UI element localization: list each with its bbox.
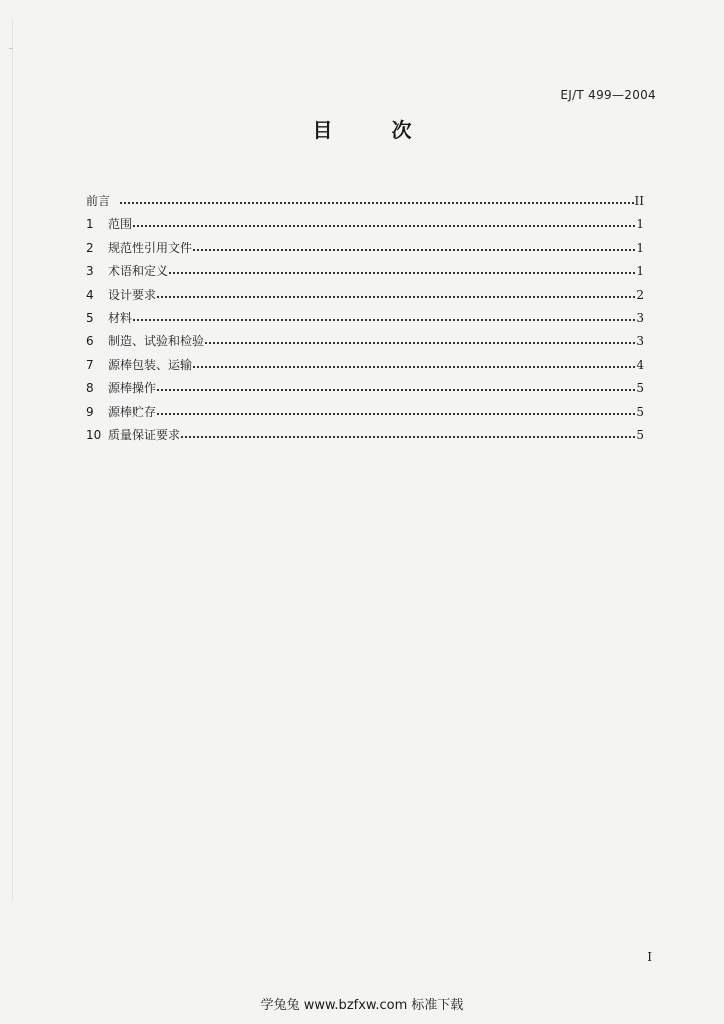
toc-entry-number: 9: [86, 404, 94, 419]
toc-leader-dots: [157, 404, 635, 415]
toc-entry-label: 规范性引用文件: [108, 240, 193, 255]
toc-title: 目 次: [312, 118, 438, 142]
toc-entry-page: 1: [636, 264, 644, 279]
toc-entry-page: 3: [636, 334, 644, 349]
toc-leader-dots: [205, 333, 635, 344]
toc-entry-page: II: [634, 194, 644, 208]
toc-entry-label: 设计要求: [108, 287, 157, 302]
toc-entry-number: 2: [86, 240, 94, 255]
toc-leader-dots: [169, 263, 635, 274]
toc-entry-page: 5: [636, 404, 644, 419]
toc-entry-manufacture-testing[interactable]: [86, 332, 644, 355]
toc-entry-label: 术语和定义: [108, 264, 169, 279]
toc-leader-dots: [157, 380, 635, 391]
toc-entry-quality-assurance[interactable]: [86, 426, 644, 449]
toc-entry-number: 3: [86, 264, 94, 279]
toc-entry-label: 材料: [108, 310, 133, 325]
toc-entry-storage[interactable]: [86, 403, 644, 426]
toc-leader-dots: [120, 193, 634, 204]
toc-entry-label: 前言: [86, 194, 111, 208]
toc-entry-label: 质量保证要求: [108, 427, 181, 442]
toc-leader-dots: [133, 310, 635, 321]
footer-watermark: 学兔兔 www.bzfxw.com 标准下载: [260, 998, 464, 1013]
toc-entry-page: 5: [636, 427, 644, 442]
toc-entry-label: 制造、试验和检验: [108, 334, 205, 349]
page-edge-tick: [9, 48, 13, 49]
toc-entry-label: 范围: [108, 217, 133, 232]
toc-entry-normative-references[interactable]: [86, 239, 644, 262]
toc-leader-dots: [193, 240, 635, 251]
toc-entry-page: 3: [636, 310, 644, 325]
toc-entry-number: 8: [86, 381, 94, 396]
toc-entry-number: 1: [86, 217, 94, 232]
toc-leader-dots: [133, 216, 635, 227]
toc-entry-number: 7: [86, 357, 94, 372]
toc-entry-scope[interactable]: [86, 215, 644, 238]
toc-entry-page: 4: [636, 357, 644, 372]
toc-entry-number: 10: [86, 427, 102, 442]
toc-leader-dots: [193, 357, 635, 368]
toc-leader-dots: [157, 287, 635, 298]
toc-entry-packaging-transport[interactable]: [86, 356, 644, 379]
toc-entry-terms-definitions[interactable]: [86, 262, 644, 285]
toc-entry-label: 源棒贮存: [108, 404, 157, 419]
toc-entry-number: 6: [86, 334, 94, 349]
toc-entry-number: 4: [86, 287, 94, 302]
toc-entry-preface[interactable]: [86, 192, 644, 215]
toc-entry-page: 1: [636, 217, 644, 232]
toc-entry-page: 2: [636, 287, 644, 302]
standard-code: EJ/T 499—2004: [560, 88, 656, 102]
page-number: I: [647, 950, 652, 964]
toc-entry-materials[interactable]: [86, 309, 644, 332]
toc-entry-number: 5: [86, 310, 94, 325]
toc-list: [86, 192, 644, 449]
toc-entry-label: 源棒操作: [108, 381, 157, 396]
toc-entry-label: 源棒包装、运输: [108, 357, 193, 372]
toc-entry-design-requirements[interactable]: [86, 286, 644, 309]
toc-entry-page: 5: [636, 381, 644, 396]
toc-entry-page: 1: [636, 240, 644, 255]
page-edge-line: [12, 20, 13, 900]
toc-leader-dots: [181, 427, 635, 438]
toc-entry-operation[interactable]: [86, 379, 644, 402]
